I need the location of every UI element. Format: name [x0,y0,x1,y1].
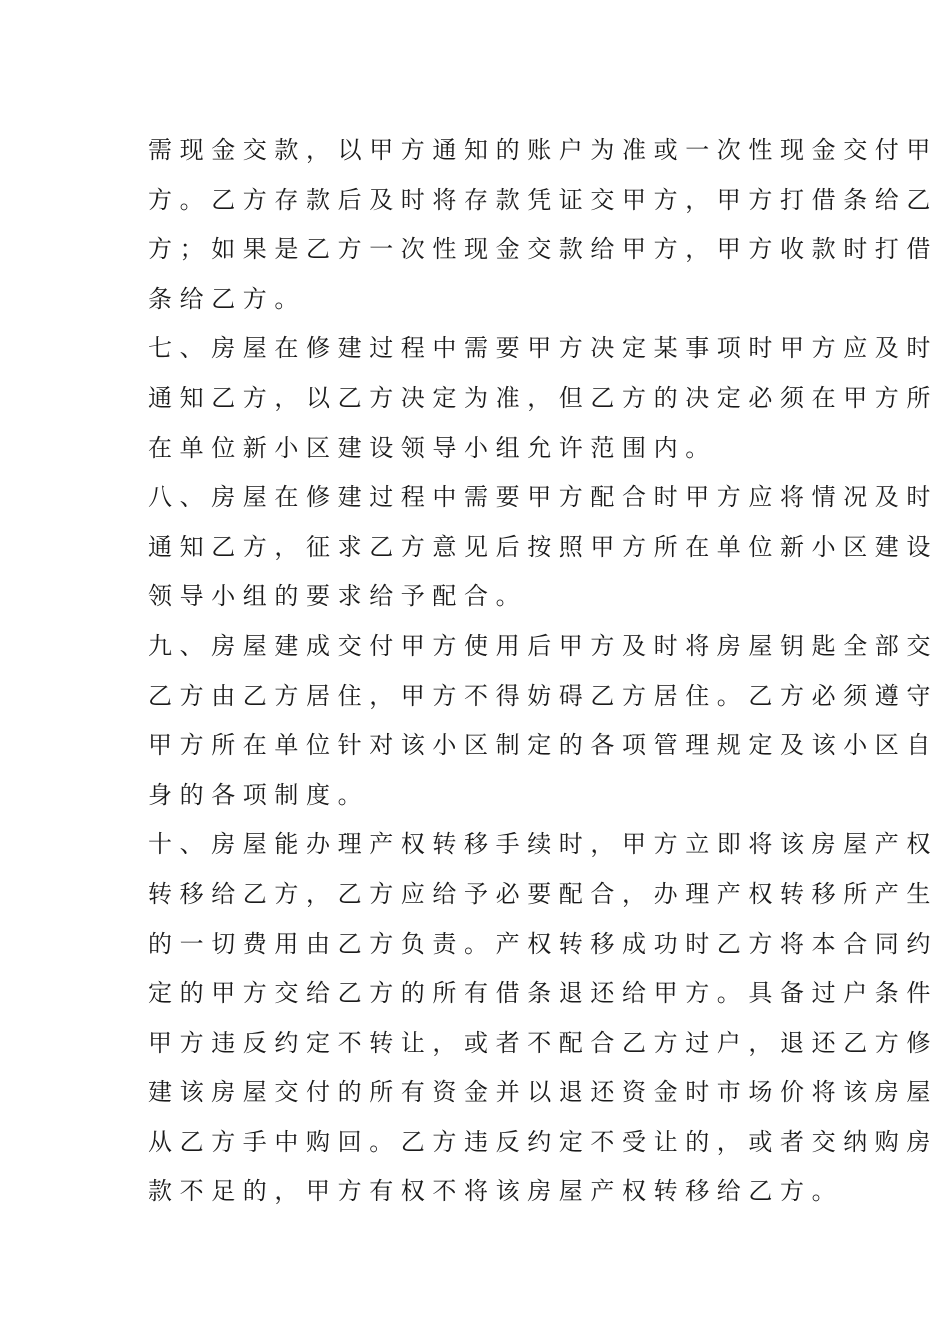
text-line: 方。乙方存款后及时将存款凭证交甲方，甲方打借条给乙 [148,185,938,214]
text-line: 领导小组的要求给予配合。 [148,582,528,611]
text-line: 款不足的，甲方有权不将该房屋产权转移给乙方。 [148,1177,844,1206]
text-line: 通知乙方，征求乙方意见后按照甲方所在单位新小区建设 [148,532,938,561]
text-line: 需现金交款，以甲方通知的账户为准或一次性现金交付甲 [148,136,938,164]
text-line: 甲方所在单位针对该小区制定的各项管理规定及该小区自 [148,731,938,760]
text-line: 八、房屋在修建过程中需要甲方配合时甲方应将情况及时 [148,483,938,512]
document-body [148,126,938,1217]
text-line: 在单位新小区建设领导小组允许范围内。 [148,433,717,462]
text-line: 转移给乙方，乙方应给予必要配合，办理产权转移所产生 [148,879,938,908]
text-line: 方；如果是乙方一次性现金交款给甲方，甲方收款时打借 [148,235,938,264]
text-line: 身的各项制度。 [148,780,370,809]
text-line: 从乙方手中购回。乙方违反约定不受让的，或者交纳购房 [148,1127,938,1156]
text-line: 九、房屋建成交付甲方使用后甲方及时将房屋钥匙全部交 [148,631,938,660]
text-line: 七、房屋在修建过程中需要甲方决定某事项时甲方应及时 [148,334,938,363]
text-line: 的一切费用由乙方负责。产权转移成功时乙方将本合同约 [148,929,938,958]
text-line: 乙方由乙方居住，甲方不得妨碍乙方居住。乙方必须遵守 [148,681,938,710]
text-line: 甲方违反约定不转让，或者不配合乙方过户，退还乙方修 [148,1028,938,1057]
text-line: 通知乙方，以乙方决定为准，但乙方的决定必须在甲方所 [148,383,938,412]
text-line: 十、房屋能办理产权转移手续时，甲方立即将该房屋产权 [148,830,938,859]
text-line: 建该房屋交付的所有资金并以退还资金时市场价将该房屋 [148,1078,938,1107]
text-line: 条给乙方。 [148,284,306,313]
text-line: 定的甲方交给乙方的所有借条退还给甲方。具备过户条件 [148,979,938,1008]
